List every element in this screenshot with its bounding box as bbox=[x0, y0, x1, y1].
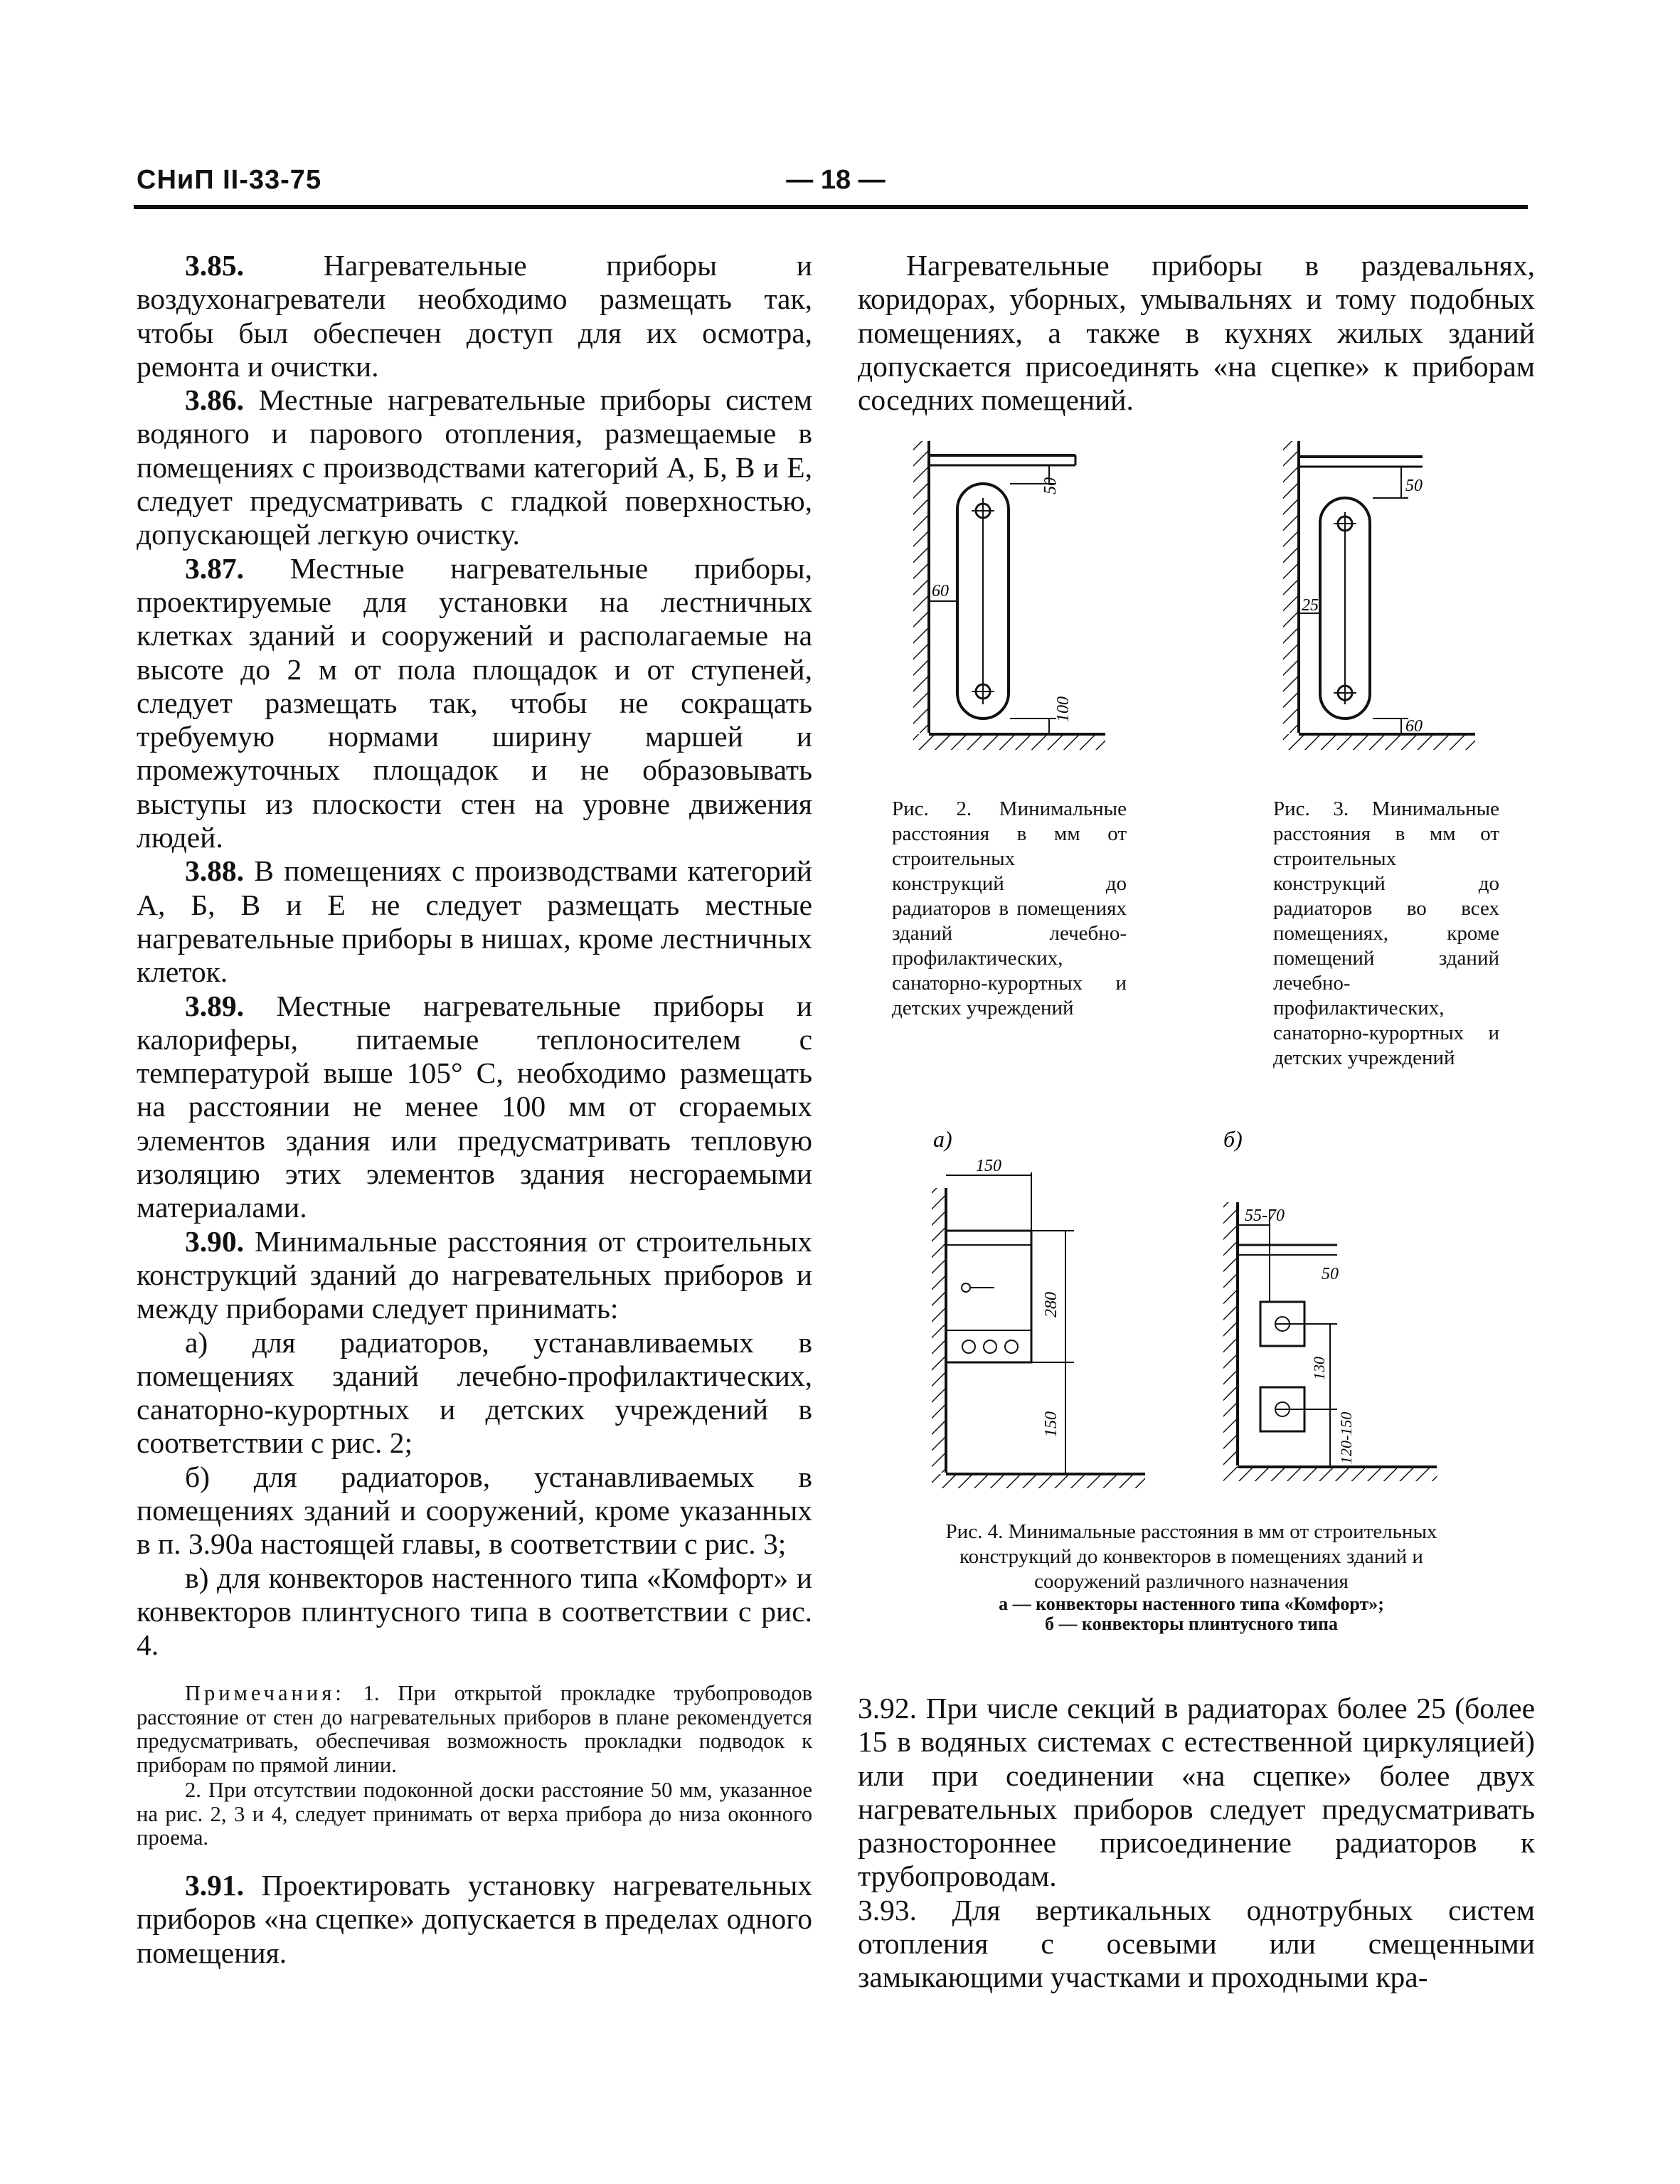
left-column bbox=[137, 249, 812, 1970]
windowsill bbox=[1299, 457, 1423, 467]
figure-2-caption: Рис. 2. Минимальные расстояния в мм от строительных конструкций до радиаторов в помещениях зданий лечебно-профилактических, санаторно-курортных и детских учреждений bbox=[892, 797, 1127, 1019]
paragraph-3-86 bbox=[137, 383, 812, 551]
paragraph-number: 3.89. bbox=[185, 989, 244, 1022]
paragraph-text: При числе секций в радиаторах более 25 (более 15 в водяных системах с естественной циркуляцией) или при соединении «на сцепке» более двух нагревательных приборов следует предусматривать разностороннее присоединение радиаторов к трубопроводам. bbox=[858, 1692, 1535, 1893]
paragraph-3-90-a: а) для радиаторов, устанавливаемых в помещениях зданий лечебно-профилактических, санаторно-курортных и детских учреждений в соответствии с рис. 2; bbox=[137, 1325, 812, 1460]
paragraph-3-90 bbox=[137, 1225, 812, 1326]
figure-4a bbox=[932, 1126, 1145, 1488]
note-1 bbox=[137, 1682, 812, 1777]
paragraph-number: 3.90. bbox=[185, 1224, 244, 1258]
wall bbox=[1283, 441, 1299, 733]
paragraph-3-93 bbox=[858, 1894, 1535, 1995]
paragraph-3-92 bbox=[858, 1692, 1535, 1894]
figure-label-b: б) bbox=[1223, 1126, 1243, 1152]
note-label: Примечания: bbox=[185, 1681, 345, 1706]
paragraph-number: 3.93. bbox=[858, 1893, 917, 1926]
figure-3-diagram bbox=[1273, 427, 1487, 783]
dimension-floor: 120-150 bbox=[1337, 1411, 1355, 1464]
dimension-wall-gap: 60 bbox=[932, 582, 949, 600]
figure-4-subcaption-b: б — конвекторы плинтусного типа bbox=[1045, 1613, 1338, 1634]
paragraph-number: 3.91. bbox=[185, 1868, 244, 1902]
figure-4-caption bbox=[918, 1520, 1465, 1634]
floor bbox=[1283, 734, 1475, 750]
dimension-top: 50 bbox=[1322, 1265, 1339, 1283]
paragraph-3-91 bbox=[137, 1869, 812, 1970]
paragraph-text: Минимальные расстояния от строительных конструкций зданий до нагревательных приборов и между приборами следует принимать: bbox=[137, 1224, 813, 1325]
paragraph-3-89 bbox=[137, 990, 812, 1225]
paragraph-text: В помещениях с производствами категорий А, Б, В и Е не следует размещать местные нагревательные приборы в нишах, кроме лестничных клеток. bbox=[137, 854, 812, 989]
paragraph-3-87 bbox=[137, 552, 812, 855]
right-column-lower bbox=[858, 1692, 1535, 1995]
page-number: — 18 — bbox=[786, 165, 886, 195]
note-2: 2. При отсутствии подоконной доски расстояние 50 мм, указанное на рис. 2, 3 и 4, следует принимать от верха прибора до низа оконного проема. bbox=[137, 1778, 812, 1850]
figure-4-subcaption-a: а — конвекторы настенного типа «Комфорт»; bbox=[999, 1594, 1384, 1614]
wall bbox=[913, 441, 929, 733]
paragraph-text: Местные нагревательные приборы систем водяного и парового отопления, размещаемые в помещениях с производствами категорий А, Б, В и Е, следует предусматривать с гладкой поверхностью, допускающей легкую очистку. bbox=[137, 383, 812, 551]
dimension-wall: 55-70 bbox=[1245, 1207, 1285, 1225]
paragraph-number: 3.85. bbox=[185, 249, 244, 282]
dimension-top-gap: 50 bbox=[1405, 477, 1423, 495]
windowsill bbox=[929, 455, 1075, 465]
header-rule bbox=[134, 205, 1528, 209]
dimension-floor-gap: 60 bbox=[1405, 717, 1423, 736]
paragraph-text: Местные нагревательные приборы и калориферы, питаемые теплоносителем с температурой выше 105° С, необходимо размещать на расстоянии не менее 100 мм от сгораемых элементов здания или предусматривать тепловую изоляцию этих элементов здания несгораемыми материалами. bbox=[137, 989, 813, 1224]
paragraph-number: 3.88. bbox=[185, 854, 244, 888]
radiator bbox=[1320, 498, 1370, 719]
paragraph-text: Проектировать установку нагревательных приборов «на сцепке» допускается в пределах одного помещения. bbox=[137, 1868, 813, 1969]
dimension-width: 150 bbox=[976, 1157, 1001, 1175]
dimension-floor: 150 bbox=[1042, 1411, 1060, 1437]
dimension-wall-gap: 25 bbox=[1302, 596, 1319, 615]
figure-label-a: а) bbox=[933, 1126, 952, 1152]
paragraph-number: 3.87. bbox=[185, 551, 244, 585]
paragraph-3-88 bbox=[137, 854, 812, 989]
figure-2-diagram bbox=[903, 427, 1117, 783]
paragraph-text: Местные нагревательные приборы, проектируемые для установки на лестничных клетках зданий и сооружений и располагаемые на высоте до 2 м от пола площадок и от ступеней, следует размещать так, чтобы не сокращать требуемую нормами ширину маршей и промежуточных площадок и не образовывать выступы из плоскости стен на уровне движения людей. bbox=[137, 551, 812, 854]
dimension-height: 280 bbox=[1042, 1292, 1060, 1318]
dimension-mid: 130 bbox=[1310, 1357, 1328, 1380]
paragraph-number: 3.92. bbox=[858, 1692, 917, 1724]
dimension-floor-gap: 100 bbox=[1054, 696, 1073, 722]
paragraph-3-90-c: в) для конвекторов настенного типа «Комфорт» и конвекторов плинтусного типа в соответствии с рис. 4. bbox=[137, 1561, 812, 1662]
paragraph-number: 3.86. bbox=[185, 383, 244, 417]
floor bbox=[913, 734, 1105, 750]
note-text: 1. При открытой прокладке трубопроводов расстояние от стен до нагревательных приборов в плане рекомендуется предусматривать, обеспечивая возможность прокладки подводок к приборам по прямой линии. bbox=[137, 1681, 812, 1777]
paragraph-3-85 bbox=[137, 249, 812, 383]
paragraph-3-90-b: б) для радиаторов, устанавливаемых в помещениях зданий и сооружений, кроме указанных в п. 3.90а настоящей главы, в соответствии с рис. 3; bbox=[137, 1460, 812, 1561]
dimension-top-gap: 50 bbox=[1041, 477, 1060, 494]
document-code: СНиП II-33-75 bbox=[137, 165, 322, 195]
figure-4-caption-text: Рис. 4. Минимальные расстояния в мм от строительных конструкций до конвекторов в помещениях зданий и сооружений различного назначения bbox=[945, 1520, 1437, 1593]
radiator bbox=[957, 484, 1009, 719]
paragraph-text: Для вертикальных однотрубных систем отопления с осевыми или смещенными замыкающими участками и проходными кра- bbox=[858, 1893, 1535, 1994]
right-column-intro bbox=[858, 249, 1535, 417]
paragraph-text: Нагревательные приборы и воздухонагреватели необходимо размещать так, чтобы был обеспечен доступ для их осмотра, ремонта и очистки. bbox=[137, 249, 812, 383]
figure-3-caption: Рис. 3. Минимальные расстояния в мм от строительных конструкций до радиаторов во всех помещениях, кроме помещений зданий лечебно-профилактических, санаторно-курортных и детских учреждений bbox=[1273, 797, 1499, 1069]
figure-4b bbox=[1223, 1126, 1437, 1481]
paragraph-intro: Нагревательные приборы в раздевальнях, коридорах, уборных, умывальнях и тому подобных помещениях, а также в кухнях жилых зданий допускается присоединять «на сцепке» к приборам соседних помещений. bbox=[858, 249, 1535, 417]
figure-4-diagram bbox=[910, 1117, 1479, 1515]
